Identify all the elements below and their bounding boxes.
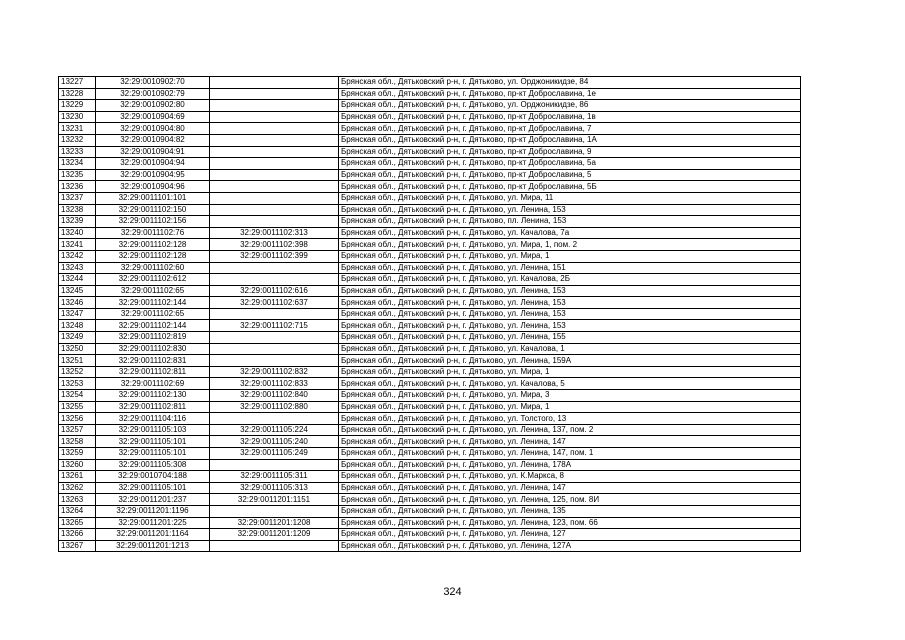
address-cell: Брянская обл., Дятьковский р-н, г. Дятьково, ул. Ленина, 127 (339, 529, 801, 541)
row-number-cell: 13259 (59, 448, 96, 460)
row-number-cell: 13230 (59, 111, 96, 123)
address-cell: Брянская обл., Дятьковский р-н, г. Дятьково, ул. Ленина, 123, пом. 66 (339, 517, 801, 529)
parent-cadastral-number-cell: 32:29:0011105:311 (210, 471, 339, 483)
address-cell: Брянская обл., Дятьковский р-н, г. Дятьково, ул. Ленина, 153 (339, 204, 801, 216)
address-cell: Брянская обл., Дятьковский р-н, г. Дятьково, пр-кт Доброславина, 1в (339, 111, 801, 123)
address-cell: Брянская обл., Дятьковский р-н, г. Дятьково, пр-кт Доброславина, 9 (339, 146, 801, 158)
cadastral-number-cell: 32:29:0011102:69 (96, 378, 210, 390)
cadastral-number-cell: 32:29:0011104:116 (96, 413, 210, 425)
parent-cadastral-number-cell (210, 123, 339, 135)
address-cell: Брянская обл., Дятьковский р-н, г. Дятьково, ул. Ленина, 153 (339, 308, 801, 320)
cadastral-number-cell: 32:29:0011102:811 (96, 366, 210, 378)
registry-table-body (59, 77, 801, 552)
row-number-cell: 13247 (59, 308, 96, 320)
table-row (59, 239, 801, 251)
table-row (59, 413, 801, 425)
row-number-cell: 13250 (59, 343, 96, 355)
cadastral-number-cell: 32:29:0011102:819 (96, 332, 210, 344)
row-number-cell: 13253 (59, 378, 96, 390)
table-row (59, 332, 801, 344)
parent-cadastral-number-cell: 32:29:0011102:832 (210, 366, 339, 378)
row-number-cell: 13240 (59, 227, 96, 239)
parent-cadastral-number-cell: 32:29:0011102:313 (210, 227, 339, 239)
row-number-cell: 13243 (59, 262, 96, 274)
table-row (59, 378, 801, 390)
row-number-cell: 13227 (59, 77, 96, 89)
parent-cadastral-number-cell: 32:29:0011102:840 (210, 390, 339, 402)
row-number-cell: 13257 (59, 424, 96, 436)
cadastral-number-cell: 32:29:0010904:82 (96, 134, 210, 146)
row-number-cell: 13255 (59, 401, 96, 413)
table-row (59, 181, 801, 193)
table-row (59, 424, 801, 436)
cadastral-number-cell: 32:29:0011102:156 (96, 216, 210, 228)
parent-cadastral-number-cell: 32:29:0011201:1208 (210, 517, 339, 529)
cadastral-number-cell: 32:29:0010904:96 (96, 181, 210, 193)
cadastral-number-cell: 32:29:0010904:80 (96, 123, 210, 135)
cadastral-number-cell: 32:29:0011201:1164 (96, 529, 210, 541)
row-number-cell: 13229 (59, 100, 96, 112)
address-cell: Брянская обл., Дятьковский р-н, г. Дятьково, пр-кт Доброславина, 1А (339, 134, 801, 146)
address-cell: Брянская обл., Дятьковский р-н, г. Дятьково, пр-кт Доброславина, 1е (339, 88, 801, 100)
address-cell: Брянская обл., Дятьковский р-н, г. Дятьково, пр-кт Доброславина, 5а (339, 158, 801, 170)
cadastral-number-cell: 32:29:0010904:95 (96, 169, 210, 181)
row-number-cell: 13252 (59, 366, 96, 378)
table-row (59, 134, 801, 146)
cadastral-number-cell: 32:29:0011201:1196 (96, 505, 210, 517)
table-row (59, 482, 801, 494)
address-cell: Брянская обл., Дятьковский р-н, г. Дятьково, ул. Орджоникидзе, 86 (339, 100, 801, 112)
row-number-cell: 13256 (59, 413, 96, 425)
address-cell: Брянская обл., Дятьковский р-н, г. Дятьково, ул. Ленина, 153 (339, 297, 801, 309)
table-row (59, 88, 801, 100)
cadastral-number-cell: 32:29:0011102:128 (96, 250, 210, 262)
address-cell: Брянская обл., Дятьковский р-н, г. Дятьково, пр-кт Доброславина, 5Б (339, 181, 801, 193)
table-row (59, 320, 801, 332)
row-number-cell: 13228 (59, 88, 96, 100)
parent-cadastral-number-cell (210, 134, 339, 146)
table-row (59, 529, 801, 541)
cadastral-number-cell: 32:29:0011102:150 (96, 204, 210, 216)
parent-cadastral-number-cell (210, 146, 339, 158)
address-cell: Брянская обл., Дятьковский р-н, г. Дятьково, ул. Мира, 3 (339, 390, 801, 402)
parent-cadastral-number-cell (210, 100, 339, 112)
table-row (59, 227, 801, 239)
parent-cadastral-number-cell: 32:29:0011105:313 (210, 482, 339, 494)
address-cell: Брянская обл., Дятьковский р-н, г. Дятьково, пр-кт Доброславина, 7 (339, 123, 801, 135)
row-number-cell: 13258 (59, 436, 96, 448)
row-number-cell: 13238 (59, 204, 96, 216)
cadastral-number-cell: 32:29:0011102:612 (96, 274, 210, 286)
parent-cadastral-number-cell: 32:29:0011102:880 (210, 401, 339, 413)
cadastral-number-cell: 32:29:0010704:188 (96, 471, 210, 483)
parent-cadastral-number-cell (210, 274, 339, 286)
table-row (59, 436, 801, 448)
address-cell: Брянская обл., Дятьковский р-н, г. Дятьково, пр-кт Доброславина, 5 (339, 169, 801, 181)
parent-cadastral-number-cell (210, 332, 339, 344)
cadastral-number-cell: 32:29:0010904:69 (96, 111, 210, 123)
parent-cadastral-number-cell (210, 216, 339, 228)
table-row (59, 77, 801, 89)
parent-cadastral-number-cell: 32:29:0011102:398 (210, 239, 339, 251)
table-row (59, 262, 801, 274)
row-number-cell: 13231 (59, 123, 96, 135)
cadastral-number-cell: 32:29:0011105:308 (96, 459, 210, 471)
parent-cadastral-number-cell (210, 540, 339, 552)
address-cell: Брянская обл., Дятьковский р-н, г. Дятьково, ул. К.Маркса, 8 (339, 471, 801, 483)
row-number-cell: 13234 (59, 158, 96, 170)
table-row (59, 459, 801, 471)
address-cell: Брянская обл., Дятьковский р-н, г. Дятьково, ул. Ленина, 159А (339, 355, 801, 367)
parent-cadastral-number-cell (210, 505, 339, 517)
cadastral-number-cell: 32:29:0010904:91 (96, 146, 210, 158)
address-cell: Брянская обл., Дятьковский р-н, г. Дятьково, ул. Ленина, 147 (339, 436, 801, 448)
cadastral-number-cell: 32:29:0011102:60 (96, 262, 210, 274)
table-row (59, 401, 801, 413)
table-row (59, 494, 801, 506)
parent-cadastral-number-cell (210, 459, 339, 471)
row-number-cell: 13260 (59, 459, 96, 471)
address-cell: Брянская обл., Дятьковский р-н, г. Дятьково, ул. Мира, 11 (339, 192, 801, 204)
address-cell: Брянская обл., Дятьковский р-н, г. Дятьково, ул. Ленина, 147 (339, 482, 801, 494)
parent-cadastral-number-cell: 32:29:0011201:1209 (210, 529, 339, 541)
table-row (59, 216, 801, 228)
table-row (59, 158, 801, 170)
row-number-cell: 13249 (59, 332, 96, 344)
table-row (59, 390, 801, 402)
address-cell: Брянская обл., Дятьковский р-н, г. Дятьково, ул. Ленина, 135 (339, 505, 801, 517)
parent-cadastral-number-cell (210, 192, 339, 204)
parent-cadastral-number-cell (210, 88, 339, 100)
cadastral-number-cell: 32:29:0011105:101 (96, 436, 210, 448)
parent-cadastral-number-cell: 32:29:0011105:224 (210, 424, 339, 436)
row-number-cell: 13232 (59, 134, 96, 146)
table-row (59, 285, 801, 297)
table-row (59, 250, 801, 262)
cadastral-number-cell: 32:29:0011102:831 (96, 355, 210, 367)
row-number-cell: 13265 (59, 517, 96, 529)
parent-cadastral-number-cell (210, 158, 339, 170)
table-row (59, 517, 801, 529)
parent-cadastral-number-cell (210, 181, 339, 193)
address-cell: Брянская обл., Дятьковский р-н, г. Дятьково, ул. Мира, 1 (339, 250, 801, 262)
cadastral-number-cell: 32:29:0011102:130 (96, 390, 210, 402)
address-cell: Брянская обл., Дятьковский р-н, г. Дятьково, ул. Ленина, 178А (339, 459, 801, 471)
cadastral-number-cell: 32:29:0010902:79 (96, 88, 210, 100)
table-row (59, 366, 801, 378)
cadastral-number-cell: 32:29:0010902:80 (96, 100, 210, 112)
cadastral-number-cell: 32:29:0011102:65 (96, 285, 210, 297)
row-number-cell: 13241 (59, 239, 96, 251)
cadastral-number-cell: 32:29:0010902:70 (96, 77, 210, 89)
parent-cadastral-number-cell (210, 343, 339, 355)
parent-cadastral-number-cell: 32:29:0011102:399 (210, 250, 339, 262)
address-cell: Брянская обл., Дятьковский р-н, г. Дятьково, ул. Ленина, 137, пом. 2 (339, 424, 801, 436)
registry-table (58, 76, 801, 552)
address-cell: Брянская обл., Дятьковский р-н, г. Дятьково, ул. Ленина, 153 (339, 320, 801, 332)
cadastral-number-cell: 32:29:0010904:94 (96, 158, 210, 170)
row-number-cell: 13263 (59, 494, 96, 506)
table-row (59, 505, 801, 517)
row-number-cell: 13236 (59, 181, 96, 193)
table-row (59, 123, 801, 135)
cadastral-number-cell: 32:29:0011102:144 (96, 297, 210, 309)
address-cell: Брянская обл., Дятьковский р-н, г. Дятьково, ул. Толстого, 13 (339, 413, 801, 425)
row-number-cell: 13246 (59, 297, 96, 309)
address-cell: Брянская обл., Дятьковский р-н, г. Дятьково, ул. Качалова, 7а (339, 227, 801, 239)
row-number-cell: 13262 (59, 482, 96, 494)
table-row (59, 448, 801, 460)
table-row (59, 297, 801, 309)
address-cell: Брянская обл., Дятьковский р-н, г. Дятьково, ул. Ленина, 127А (339, 540, 801, 552)
row-number-cell: 13235 (59, 169, 96, 181)
table-row (59, 192, 801, 204)
cadastral-number-cell: 32:29:0011105:103 (96, 424, 210, 436)
table-row (59, 540, 801, 552)
row-number-cell: 13254 (59, 390, 96, 402)
table-row (59, 308, 801, 320)
table-row (59, 169, 801, 181)
address-cell: Брянская обл., Дятьковский р-н, г. Дятьково, ул. Ленина, 151 (339, 262, 801, 274)
parent-cadastral-number-cell: 32:29:0011102:616 (210, 285, 339, 297)
address-cell: Брянская обл., Дятьковский р-н, г. Дятьково, ул. Мира, 1 (339, 401, 801, 413)
cadastral-number-cell: 32:29:0011201:225 (96, 517, 210, 529)
table-row (59, 343, 801, 355)
row-number-cell: 13233 (59, 146, 96, 158)
parent-cadastral-number-cell: 32:29:0011102:833 (210, 378, 339, 390)
row-number-cell: 13264 (59, 505, 96, 517)
row-number-cell: 13248 (59, 320, 96, 332)
table-row (59, 111, 801, 123)
row-number-cell: 13242 (59, 250, 96, 262)
cadastral-number-cell: 32:29:0011201:1213 (96, 540, 210, 552)
parent-cadastral-number-cell (210, 308, 339, 320)
cadastral-number-cell: 32:29:0011105:101 (96, 482, 210, 494)
cadastral-number-cell: 32:29:0011102:128 (96, 239, 210, 251)
address-cell: Брянская обл., Дятьковский р-н, г. Дятьково, ул. Качалова, 1 (339, 343, 801, 355)
address-cell: Брянская обл., Дятьковский р-н, г. Дятьково, ул. Ленина, 153 (339, 285, 801, 297)
cadastral-number-cell: 32:29:0011102:76 (96, 227, 210, 239)
cadastral-number-cell: 32:29:0011101:101 (96, 192, 210, 204)
parent-cadastral-number-cell (210, 262, 339, 274)
parent-cadastral-number-cell: 32:29:0011105:249 (210, 448, 339, 460)
address-cell: Брянская обл., Дятьковский р-н, г. Дятьково, ул. Ленина, 155 (339, 332, 801, 344)
parent-cadastral-number-cell (210, 204, 339, 216)
parent-cadastral-number-cell (210, 77, 339, 89)
parent-cadastral-number-cell (210, 413, 339, 425)
table-row (59, 146, 801, 158)
address-cell: Брянская обл., Дятьковский р-н, г. Дятьково, ул. Мира, 1, пом. 2 (339, 239, 801, 251)
address-cell: Брянская обл., Дятьковский р-н, г. Дятьково, ул. Мира, 1 (339, 366, 801, 378)
table-row (59, 274, 801, 286)
cadastral-number-cell: 32:29:0011105:101 (96, 448, 210, 460)
row-number-cell: 13266 (59, 529, 96, 541)
address-cell: Брянская обл., Дятьковский р-н, г. Дятьково, ул. Качалова, 2Б (339, 274, 801, 286)
parent-cadastral-number-cell (210, 169, 339, 181)
table-row (59, 100, 801, 112)
cadastral-number-cell: 32:29:0011102:65 (96, 308, 210, 320)
parent-cadastral-number-cell: 32:29:0011102:715 (210, 320, 339, 332)
parent-cadastral-number-cell (210, 355, 339, 367)
cadastral-number-cell: 32:29:0011102:144 (96, 320, 210, 332)
table-row (59, 471, 801, 483)
row-number-cell: 13245 (59, 285, 96, 297)
parent-cadastral-number-cell: 32:29:0011102:637 (210, 297, 339, 309)
row-number-cell: 13239 (59, 216, 96, 228)
address-cell: Брянская обл., Дятьковский р-н, г. Дятьково, ул. Орджоникидзе, 84 (339, 77, 801, 89)
cadastral-number-cell: 32:29:0011102:811 (96, 401, 210, 413)
row-number-cell: 13267 (59, 540, 96, 552)
parent-cadastral-number-cell (210, 111, 339, 123)
row-number-cell: 13251 (59, 355, 96, 367)
parent-cadastral-number-cell: 32:29:0011201:1151 (210, 494, 339, 506)
address-cell: Брянская обл., Дятьковский р-н, г. Дятьково, ул. Качалова, 5 (339, 378, 801, 390)
table-row (59, 204, 801, 216)
row-number-cell: 13244 (59, 274, 96, 286)
table-row (59, 355, 801, 367)
address-cell: Брянская обл., Дятьковский р-н, г. Дятьково, ул. Ленина, 125, пом. 8И (339, 494, 801, 506)
cadastral-number-cell: 32:29:0011201:237 (96, 494, 210, 506)
address-cell: Брянская обл., Дятьковский р-н, г. Дятьково, пл. Ленина, 153 (339, 216, 801, 228)
parent-cadastral-number-cell: 32:29:0011105:240 (210, 436, 339, 448)
cadastral-number-cell: 32:29:0011102:830 (96, 343, 210, 355)
row-number-cell: 13237 (59, 192, 96, 204)
page-number: 324 (443, 586, 462, 598)
address-cell: Брянская обл., Дятьковский р-н, г. Дятьково, ул. Ленина, 147, пом. 1 (339, 448, 801, 460)
row-number-cell: 13261 (59, 471, 96, 483)
